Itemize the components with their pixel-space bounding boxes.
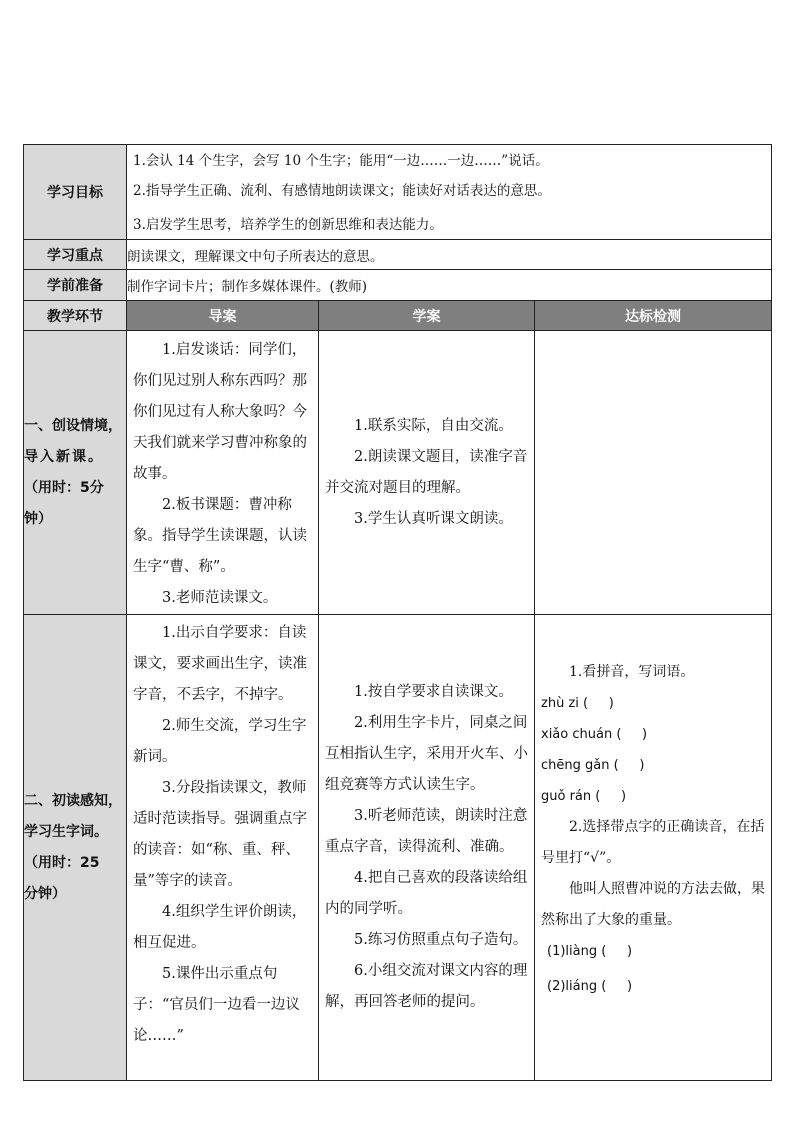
goal-item: 3.启发学生思考，培养学生的创新思维和表达能力。 [133,217,443,233]
stage1-guide-item: 3.老师范读课文。 [162,590,278,606]
stage1-title [24,331,127,615]
header-guide: 导案 [127,301,319,331]
stage2-study-item: 1.按自学要求自读课文。 [354,684,513,700]
stage1-study [319,331,535,615]
stage2-guide-item: 2.师生交流，学习生字新词。 [133,718,307,765]
goals-content [127,145,772,240]
preparation-row [24,270,772,301]
check-question-2: 2.选择带点字的正确读音，在括号里打“√”。 [541,819,765,866]
stage2-study-item: 5.练习仿照重点句子造句。 [354,932,528,948]
stage2-title-line: 分钟） [24,885,66,902]
option-item: (1)liàng ( ) [547,944,633,959]
stage1-guide-item: 1.启发谈话：同学们，你们见过别人称东西吗？那你们见过有人称大象吗？今天我们就来学习曹冲称象的故事。 [133,342,307,482]
check-sentence: 他叫人照曹冲说的方法去做，果然称出了大象的重量。 [541,881,765,928]
pinyin-item: zhù zi ( ) [541,696,614,711]
stage1-check [535,331,772,615]
header-row [24,301,772,331]
stage2-title [24,615,127,1081]
stage1-study-item: 2.朗读课文题目，读准字音并交流对题目的理解。 [325,448,528,496]
pinyin-item: xiǎo chuán ( ) [541,727,648,742]
stage2-study-item: 3.听老师范读，朗读时注意重点字音，读得流利、准确。 [325,808,528,855]
header-study: 学案 [319,301,535,331]
stage1-title-line: 钟） [24,510,52,527]
stage2-guide-item: 5.课件出示重点句子：“官员们一边看一边议论……” [133,966,300,1044]
stage1-row [24,331,772,615]
stage1-guide-item: 2.板书课题：曹冲称象。指导学生读课题，认读生字“曹、称”。 [133,497,307,575]
stage2-guide-item: 3.分段指读课文，教师适时范读指导。强调重点字的读音：如“称、重、秤、量”等字的读音。 [133,780,307,889]
check-question-1: 1.看拼音，写词语。 [569,664,695,680]
goals-label: 学习目标 [24,145,127,240]
stage1-study-item: 3.学生认真听课文朗读。 [354,510,513,527]
stage2-row [24,615,772,1081]
stage2-check [535,615,772,1081]
stage2-guide-item: 4.组织学生评价朗读，相互促进。 [133,904,307,951]
key-points-text: 朗读课文，理解课文中句子所表达的意思。 [127,240,772,270]
stage1-study-item: 1.联系实际，自由交流。 [354,417,513,434]
stage2-guide-item: 1.出示自学要求：自读课文，要求画出生字，读准字音，不丢字，不掉字。 [133,625,307,703]
goal-item: 2.指导学生正确、流利、有感情地朗读课文；能读好对话表达的意思。 [133,183,551,199]
option-item: (2)liáng ( ) [547,979,633,994]
stage2-title-line: 二、初读感知， [24,792,122,809]
key-points-label: 学习重点 [24,240,127,270]
stage2-study [319,615,535,1081]
stage2-title-line: （用时：25 [24,854,100,871]
stage2-study-item: 4.把自己喜欢的段落读给组内的同学听。 [325,870,528,917]
goals-row [24,145,772,240]
stage2-title-line: 学习生字词。 [24,823,108,840]
header-stage: 教学环节 [24,301,127,331]
stage2-study-item: 6.小组交流对课文内容的理解，再回答老师的提问。 [325,963,528,1010]
pinyin-item: chēng gǎn ( ) [541,758,645,773]
stage2-guide [127,615,319,1081]
key-points-row [24,240,772,270]
pinyin-item: guǒ rán ( ) [541,789,627,804]
stage1-title-line: 一、创设情境， [24,417,122,434]
header-check: 达标检测 [535,301,772,331]
preparation-text: 制作字词卡片；制作多媒体课件。(教师) [127,270,772,301]
goal-item: 1.会认 14 个生字，会写 10 个生字；能用“一边……一边……”说话。 [133,153,549,169]
lesson-plan-table [23,144,772,1081]
preparation-label: 学前准备 [24,270,127,301]
stage1-title-line: （用时：5分 [24,479,104,496]
stage2-study-item: 2.利用生字卡片，同桌之间互相指认生字，采用开火车、小组竞赛等方式认读生字。 [325,715,528,793]
stage1-guide [127,331,319,615]
stage1-title-line: 导入新课。 [24,448,104,465]
